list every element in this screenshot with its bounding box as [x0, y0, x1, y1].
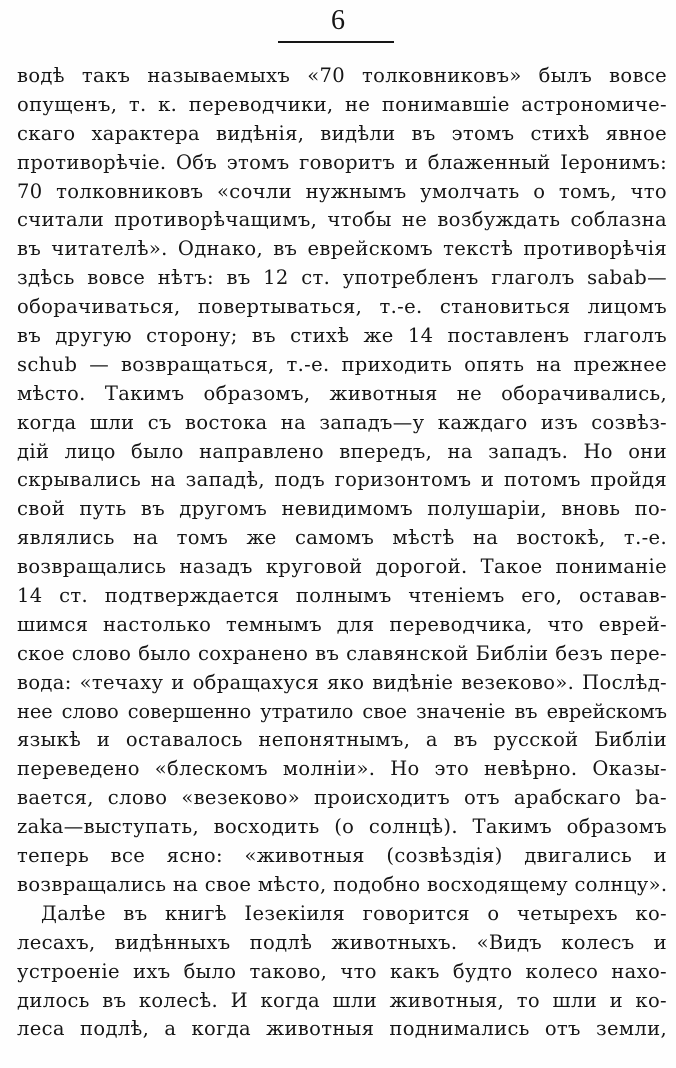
text-line: лесахъ, видѣнныхъ подлѣ животныхъ. «Видъ колесъ и	[17, 930, 667, 954]
text-line: являлись на томъ же самомъ мѣстѣ на востокѣ, т.-е.	[17, 526, 667, 550]
text-line: теперь все ясно: «животныя (созвѣздія) двигались и	[17, 844, 667, 868]
body-text	[17, 62, 667, 1044]
text-line: дилось въ колесѣ. И когда шли животныя, то шли и ко-	[17, 988, 667, 1012]
text-line: ское слово было сохранено въ славянской Библіи безъ пере-	[17, 641, 667, 665]
text-line: здѣсь вовсе нѣтъ: въ 12 ст. употребленъ глаголъ sabab—	[17, 266, 667, 290]
text-line: скаго характера видѣнія, видѣли въ этомъ стихѣ явное	[17, 121, 667, 145]
text-line: вается, слово «везеково» происходитъ отъ арабскаго ba-	[17, 786, 667, 810]
text-line: опущенъ, т. к. переводчики, не понимавшіе астрономиче-	[17, 92, 667, 116]
text-line: нее слово совершенно утратило свое значеніе въ еврейскомъ	[17, 699, 667, 723]
text-line: оборачиваться, повертываться, т.-е. становиться лицомъ	[17, 295, 667, 319]
text-line: дій лицо было направлено впередъ, на западъ. Но они	[17, 439, 667, 463]
text-line: мѣсто. Такимъ образомъ, животныя не оборачивались,	[17, 381, 667, 405]
page-number: 6	[331, 5, 345, 36]
text-line: вода: «течаху и обращахуся яко видѣніе везеково». Послѣд-	[17, 670, 667, 694]
text-line: устроеніе ихъ было таково, что какъ будто колесо нахо-	[17, 959, 667, 983]
text-line: Далѣе въ книгѣ Іезекіиля говорится о четырехъ ко-	[41, 901, 667, 925]
text-line: 14 ст. подтверждается полнымъ чтеніемъ его, оставав-	[17, 584, 667, 608]
text-line: въ другую сторону; въ стихѣ же 14 поставленъ глаголъ	[17, 324, 667, 348]
paragraph-1	[17, 62, 667, 900]
text-line: скрывались на западѣ, подъ горизонтомъ и потомъ пройдя	[17, 468, 667, 492]
text-line: въ читателѣ». Однако, въ еврейскомъ текстѣ противорѣчія	[17, 237, 667, 261]
text-line: шимся настолько темнымъ для переводчика, что еврей-	[17, 612, 667, 636]
header-rule	[278, 41, 394, 43]
paragraph-2	[17, 900, 667, 1044]
text-line: переведено «блескомъ молніи». Но это невѣрно. Оказы-	[17, 757, 667, 781]
text-line: свой путь въ другомъ невидимомъ полушаріи, вновь по-	[17, 497, 667, 521]
text-line: леса подлѣ, а когда животныя поднимались отъ земли,	[17, 1017, 667, 1041]
text-line: противорѣчіе. Объ этомъ говоритъ и блаженный Іеронимъ:	[17, 150, 667, 174]
text-line: языкѣ и оставалось непонятнымъ, а въ русской Библіи	[17, 728, 667, 752]
text-line: возвращались назадъ круговой дорогой. Такое пониманіе	[17, 555, 667, 579]
text-line: 70 толковниковъ «сочли нужнымъ умолчать о томъ, что	[17, 179, 667, 203]
text-line: zaka—выступать, восходить (о солнцѣ). Такимъ образомъ	[17, 815, 667, 839]
text-line: возвращались на свое мѣсто, подобно восходящему солнцу».	[17, 872, 667, 896]
text-line: водѣ такъ называемыхъ «70 толковниковъ» былъ вовсе	[17, 64, 667, 87]
text-line: считали противорѣчащимъ, чтобы не возбуждать соблазна	[17, 208, 667, 232]
text-line: когда шли съ востока на западъ—у каждаго изъ созвѣз-	[17, 410, 667, 434]
text-line: schub — возвращаться, т.-е. приходить опять на прежнее	[17, 352, 667, 376]
